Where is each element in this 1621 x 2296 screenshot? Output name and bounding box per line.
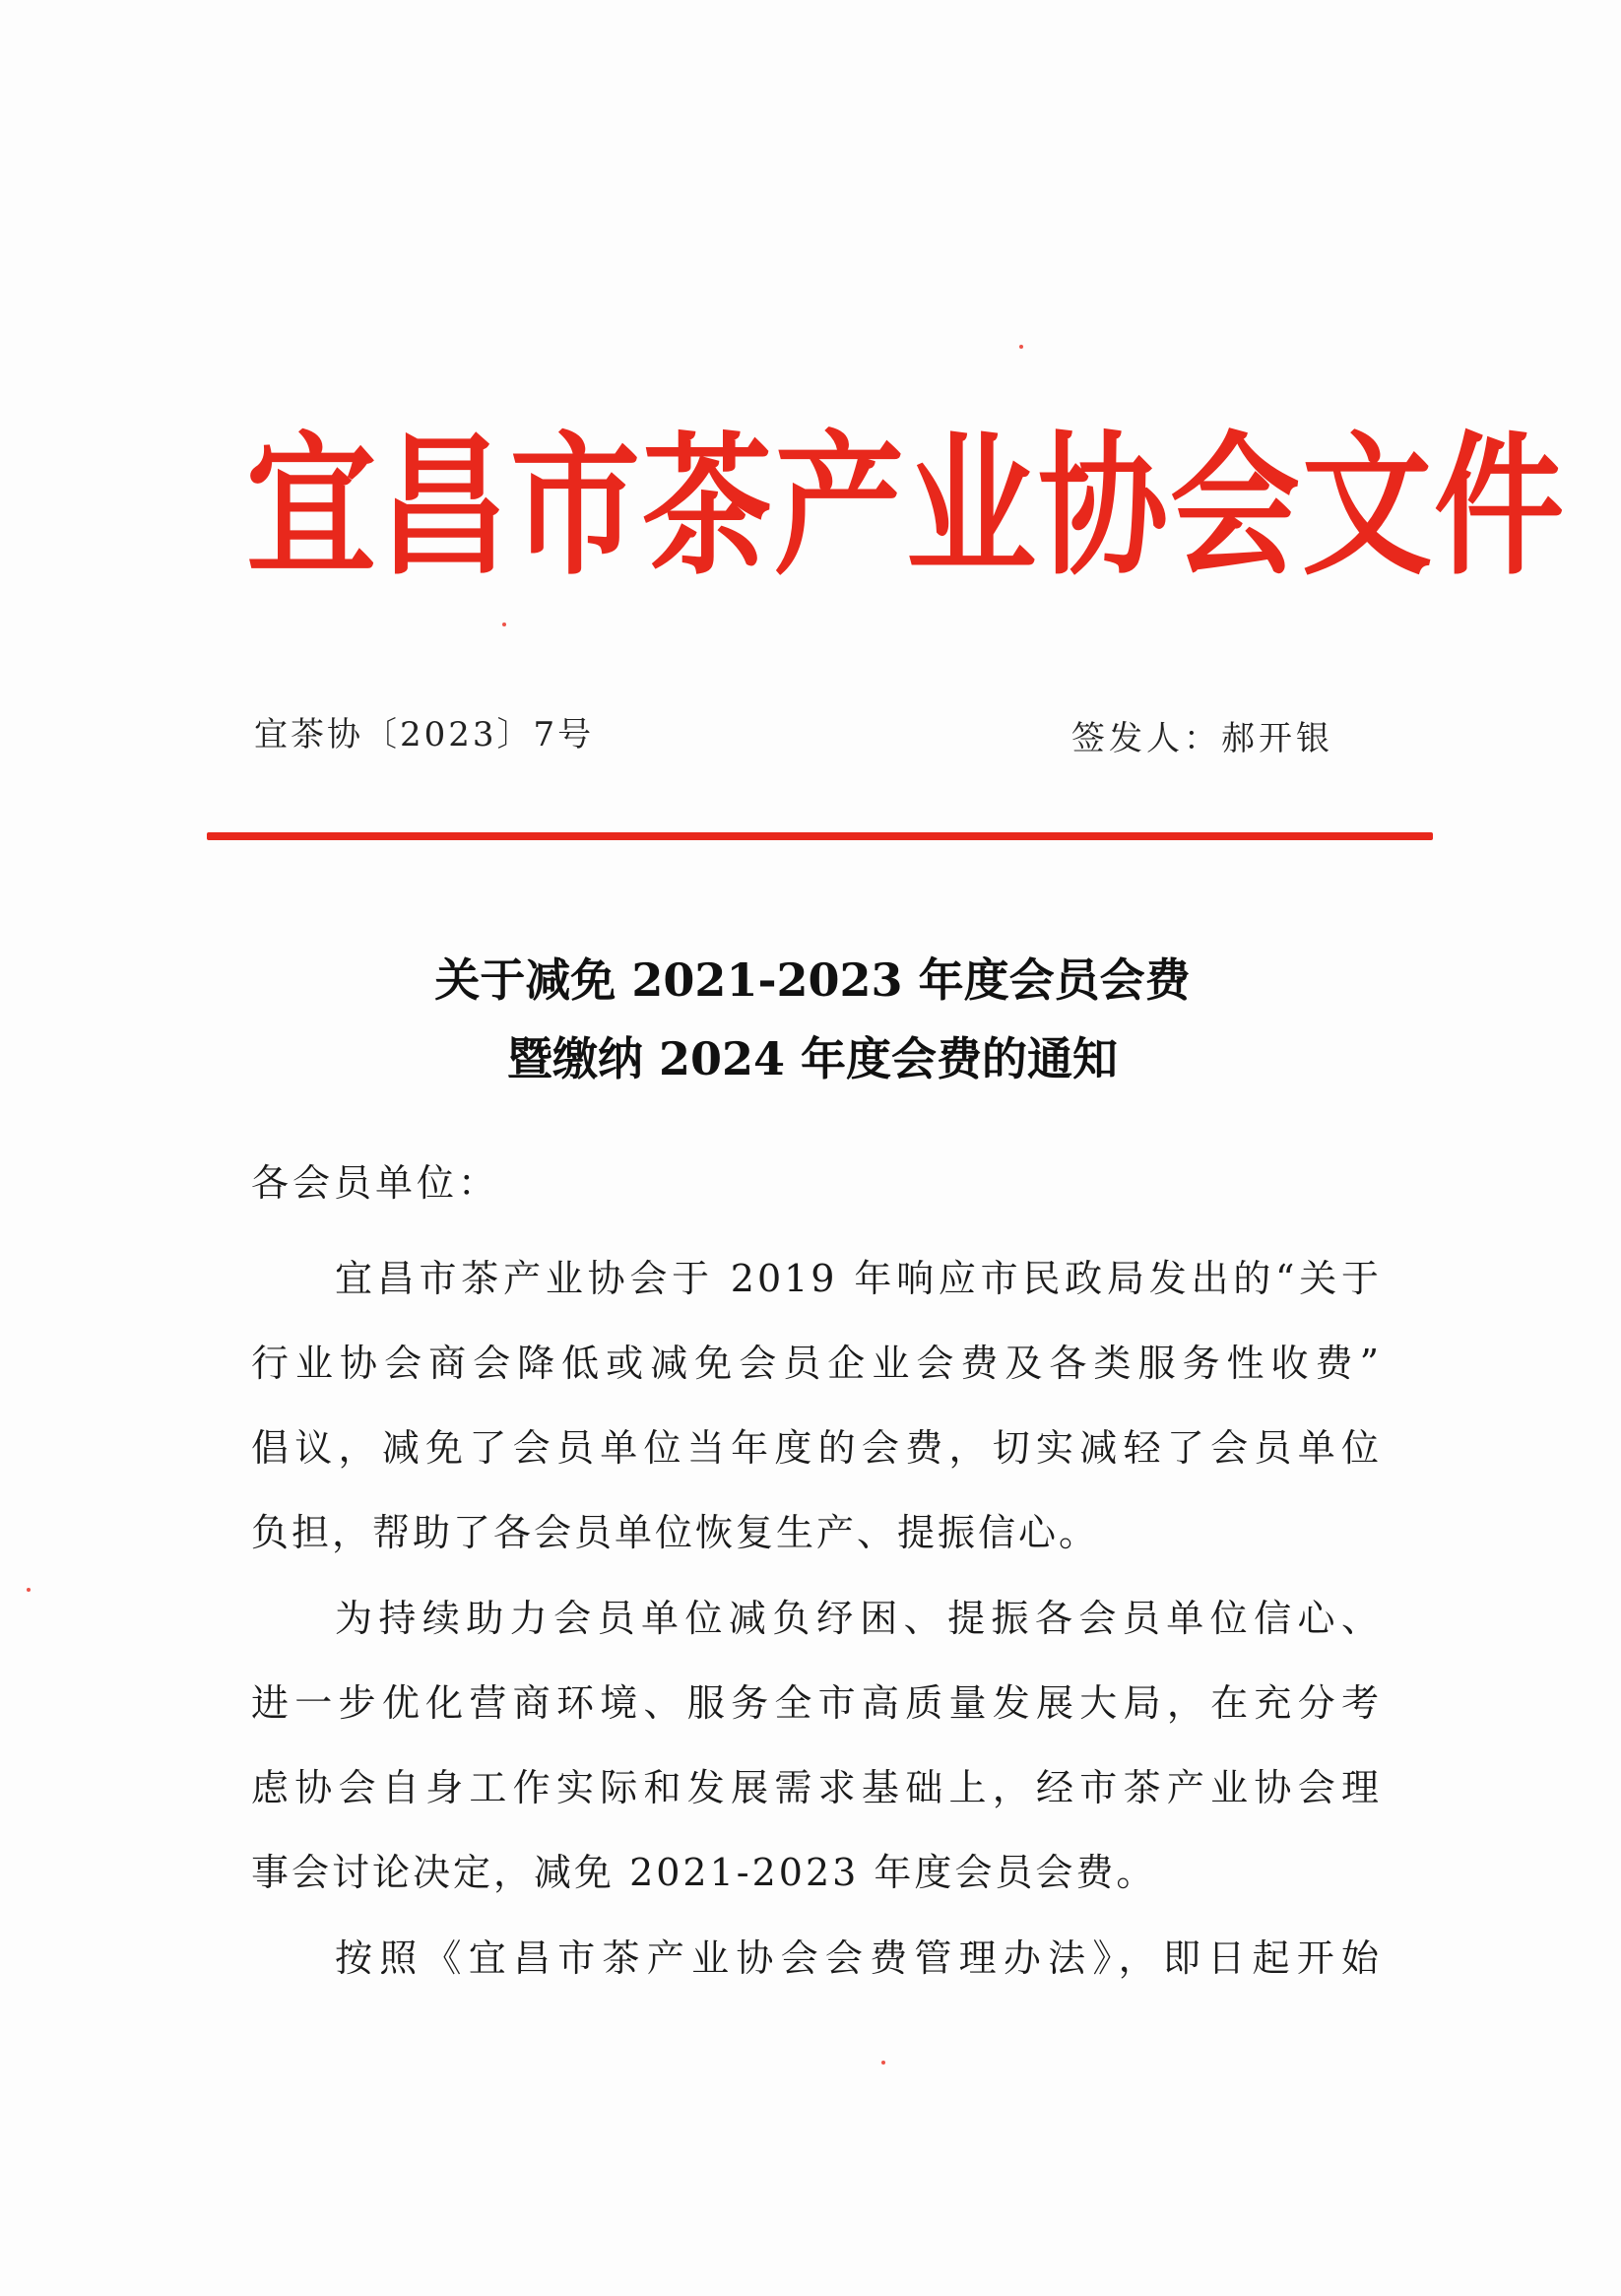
print-speck — [881, 2061, 885, 2065]
paragraph-2-line-2: 进一步优化营商环境、服务全市高质量发展大局，在充分考 — [251, 1681, 1382, 1725]
paragraph-1-line-4: 负担，帮助了各会员单位恢复生产、提振信心。 — [251, 1511, 1100, 1554]
paragraph-2-line-3: 虑协会自身工作实际和发展需求基础上，经市茶产业协会理 — [251, 1766, 1382, 1809]
paragraph-3 — [251, 1916, 1382, 2001]
notice-title-line-1: 关于减免 2021-2023 年度会员会费 — [434, 953, 1191, 1007]
paragraph-1-line-1: 宜昌市茶产业协会于 2019 年响应市民政局发出的“关于 — [335, 1257, 1382, 1300]
notice-title-line-2: 暨缴纳 2024 年度会费的通知 — [506, 1032, 1119, 1085]
issuer: 签发人：郝开银 — [1071, 719, 1333, 758]
header-divider — [207, 832, 1433, 840]
print-speck — [27, 1588, 31, 1592]
paragraph-2-line-4: 事会讨论决定，减免 2021-2023 年度会员会费。 — [251, 1851, 1157, 1894]
salutation: 各会员单位： — [251, 1161, 500, 1205]
notice-title — [246, 941, 1379, 1098]
paragraph-2-line-1: 为持续助力会员单位减负纾困、提振各会员单位信心、 — [335, 1597, 1382, 1640]
print-speck — [1019, 345, 1023, 349]
paragraph-1 — [251, 1236, 1382, 1575]
paragraph-1-line-3: 倡议，减免了会员单位当年度的会费，切实减轻了会员单位 — [251, 1426, 1382, 1470]
paragraph-2 — [251, 1576, 1382, 1915]
document-number: 宜茶协〔2023〕7号 — [254, 715, 595, 754]
print-speck — [502, 623, 506, 626]
paragraph-1-line-2: 行业协会商会降低或减免会员企业会费及各类服务性收费” — [251, 1342, 1382, 1385]
paragraph-3-line-1: 按照《宜昌市茶产业协会会费管理办法》，即日起开始 — [335, 1936, 1382, 1980]
document-header: 宜昌市茶产业协会文件 — [246, 418, 1566, 597]
